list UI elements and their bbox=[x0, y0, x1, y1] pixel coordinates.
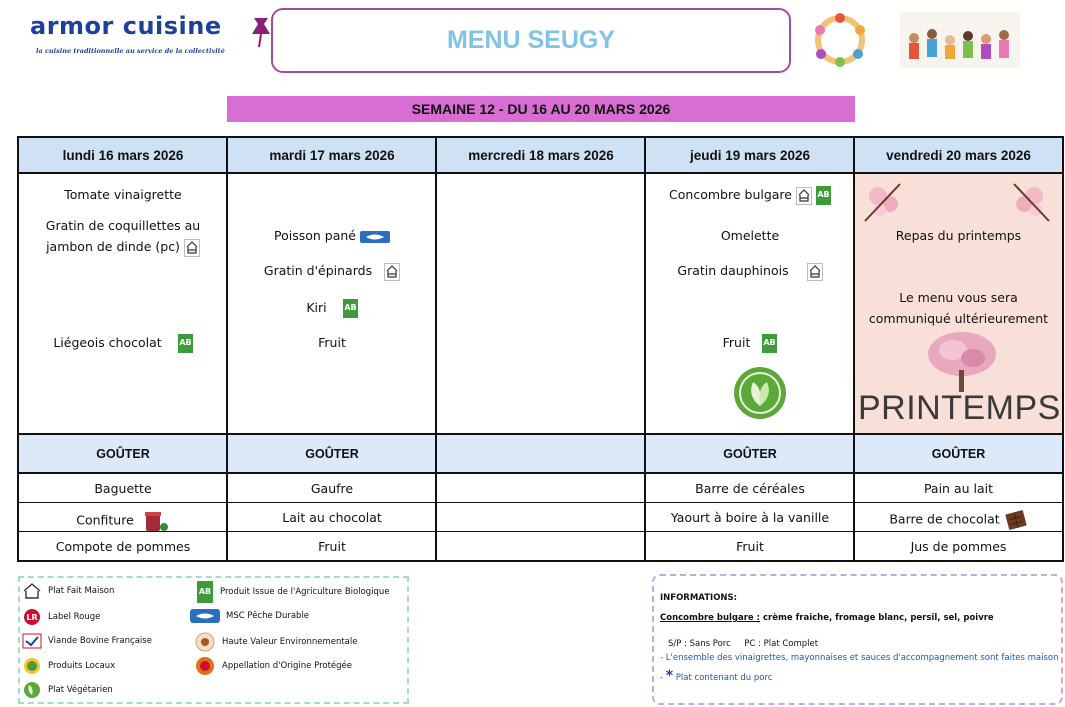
svg-text:AB: AB bbox=[817, 190, 830, 199]
organic-ab-icon bbox=[816, 186, 831, 205]
organic-ab-icon bbox=[178, 334, 193, 353]
svg-text:AB: AB bbox=[179, 338, 192, 347]
table-border-top bbox=[17, 136, 1064, 138]
legend-item: MSC Pêche Durable bbox=[190, 608, 309, 624]
gouter-header-lundi: GOÛTER bbox=[19, 435, 227, 473]
french-beef-icon bbox=[22, 632, 42, 650]
legend-item: LR Label Rouge bbox=[22, 608, 100, 626]
cherry-blossom-icon bbox=[1004, 176, 1054, 226]
svg-text:LR: LR bbox=[26, 613, 38, 622]
blossom-tree-image bbox=[925, 330, 999, 392]
legend-item: Plat Fait Maison bbox=[22, 583, 114, 599]
menu-title: MENU SEUGY bbox=[446, 26, 616, 54]
meal-item: Repas du printemps bbox=[895, 228, 1022, 243]
vegetarian-leaf-icon bbox=[733, 366, 787, 420]
organic-ab-icon bbox=[762, 334, 777, 353]
chocolate-bar-icon bbox=[1004, 509, 1028, 531]
vegetarian-leaf-icon bbox=[22, 681, 42, 699]
meal-item: Liégeois chocolat AB bbox=[19, 332, 227, 353]
snack-item: Fruit bbox=[736, 539, 764, 554]
gouter-header-vendredi: GOÛTER bbox=[855, 435, 1062, 473]
hve-icon bbox=[194, 632, 216, 652]
homemade-house-icon bbox=[384, 263, 400, 281]
table-divider bbox=[17, 172, 1064, 174]
snack-item: Yaourt à boire à la vanille bbox=[670, 510, 830, 525]
legend-item: Produits Locaux bbox=[22, 657, 115, 675]
msc-fish-icon bbox=[360, 231, 390, 243]
snack-item: Pain au lait bbox=[923, 481, 994, 496]
day-header-vendredi: vendredi 20 mars 2026 bbox=[855, 138, 1062, 173]
organic-ab-icon bbox=[196, 581, 214, 603]
gouter-header-jeudi: GOÛTER bbox=[646, 435, 854, 473]
menu-title-box bbox=[271, 8, 791, 73]
svg-text:AB: AB bbox=[763, 338, 776, 347]
table-border-right bbox=[1062, 136, 1064, 562]
meal-item: Concombre bulgare AB bbox=[646, 184, 854, 205]
meal-item: Omelette bbox=[720, 228, 780, 243]
brand-tagline: la cuisine traditionnelle au service de la collectivité bbox=[36, 47, 225, 55]
info-abbreviations: S/P : Sans Porc PC : Plat Complet bbox=[668, 639, 819, 649]
day-header-mardi: mardi 17 mars 2026 bbox=[228, 138, 436, 173]
legend-item: Plat Végétarien bbox=[22, 681, 113, 699]
local-products-icon bbox=[22, 657, 42, 675]
snack-item: Gaufre bbox=[310, 481, 354, 496]
legend-item: Viande Bovine Française bbox=[22, 632, 152, 650]
meal-item: Poisson pané bbox=[228, 225, 436, 246]
children-circle-image bbox=[812, 12, 868, 68]
meal-item: Le menu vous sera communiqué ultérieurement bbox=[868, 290, 1049, 326]
homemade-house-icon bbox=[184, 239, 200, 257]
day-header-mercredi: mercredi 18 mars 2026 bbox=[437, 138, 645, 173]
msc-fish-icon bbox=[190, 608, 220, 624]
meal-item: Kiri AB bbox=[228, 297, 436, 318]
aop-icon bbox=[194, 656, 216, 676]
meal-item: Tomate vinaigrette bbox=[64, 187, 182, 202]
snack-item: Lait au chocolat bbox=[282, 510, 382, 525]
snack-item: Confiture bbox=[19, 509, 227, 533]
table-divider bbox=[17, 433, 1064, 435]
legend-item: Haute Valeur Environnementale bbox=[194, 632, 357, 652]
jam-jar-icon bbox=[138, 509, 170, 533]
table-divider bbox=[17, 502, 1064, 503]
info-title: INFORMATIONS: bbox=[660, 593, 738, 603]
printemps-image-text: PRINTEMPS bbox=[858, 389, 1061, 427]
homemade-house-icon bbox=[796, 187, 812, 205]
meal-item: Fruit AB bbox=[646, 332, 854, 353]
snack-item: Fruit bbox=[318, 539, 346, 554]
snack-item: Barre de chocolat bbox=[855, 509, 1062, 531]
legend-item: AB Produit Issue de l'Agriculture Biologique bbox=[196, 581, 390, 603]
svg-text:AB: AB bbox=[198, 587, 212, 596]
day-header-lundi: lundi 16 mars 2026 bbox=[19, 138, 227, 173]
label-rouge-icon bbox=[22, 608, 42, 626]
day-header-jeudi: jeudi 19 mars 2026 bbox=[646, 138, 854, 173]
cherry-blossom-icon bbox=[860, 176, 910, 226]
info-sauces: - L'ensemble des vinaigrettes, mayonnaises et sauces d'accompagnement sont faites maison bbox=[660, 653, 1059, 663]
info-porc: - * Plat contenant du porc bbox=[660, 668, 773, 684]
svg-text:AB: AB bbox=[343, 303, 357, 312]
gouter-header-mardi: GOÛTER bbox=[228, 435, 436, 473]
week-banner bbox=[227, 96, 855, 122]
table-border-bottom bbox=[17, 560, 1064, 562]
legend-item: Appellation d'Origine Protégée bbox=[194, 656, 352, 676]
meal-item: Gratin de coquillettes au jambon de dinde (pc) bbox=[19, 215, 227, 257]
organic-ab-icon bbox=[343, 299, 358, 318]
snack-item: Baguette bbox=[94, 481, 152, 496]
snack-item: Jus de pommes bbox=[910, 539, 1007, 554]
week-title: SEMAINE 12 - DU 16 AU 20 MARS 2026 bbox=[411, 101, 671, 117]
meal-item: Gratin d'épinards bbox=[228, 260, 436, 281]
meal-item: Gratin dauphinois bbox=[646, 260, 854, 281]
meal-item: Fruit bbox=[318, 335, 346, 350]
info-concombre: Concombre bulgare : crème fraiche, fromage blanc, persil, sel, poivre bbox=[660, 613, 994, 623]
homemade-house-icon bbox=[22, 583, 42, 599]
children-group-image bbox=[900, 12, 1020, 68]
snack-item: Compote de pommes bbox=[55, 539, 191, 554]
table-divider bbox=[17, 472, 1064, 474]
brand-logo-text: armor cuisine bbox=[30, 12, 222, 40]
snack-item: Barre de céréales bbox=[695, 481, 805, 496]
homemade-house-icon bbox=[807, 263, 823, 281]
